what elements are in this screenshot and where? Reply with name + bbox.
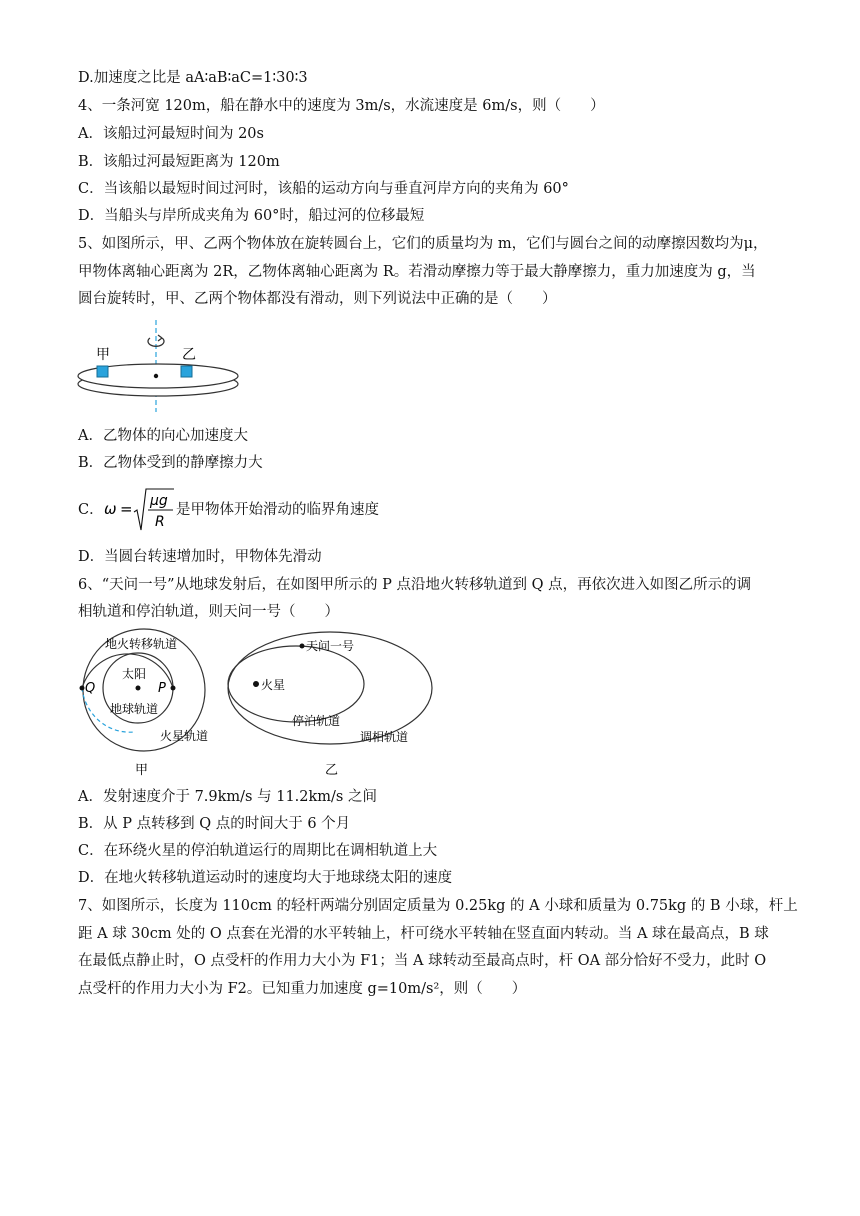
sun-label: 太阳: [122, 667, 147, 681]
q7-stem-line2: 距 A 球 30cm 处的 O 点套在光滑的水平转轴上，杆可绕水平转轴在竖直面内转动。当 A 球在最高点，B 球: [78, 926, 769, 942]
critical-omega-formula: [102, 486, 176, 534]
q5-stem-line2: 甲物体离轴心距离为 2R，乙物体离轴心距离为 R。若滑动摩擦力等于最大静摩擦力，重力加速度为 g，当: [78, 264, 756, 280]
q4-option-d: D．当船头与岸所成夹角为 60°时，船过河的位移最短: [78, 208, 425, 224]
q7-stem-line4: 点受杆的作用力大小为 F2。已知重力加速度 g=10m/s²，则（ ）: [78, 981, 527, 997]
q6-option-a: A．发射速度介于 7.9km/s 与 11.2km/s 之间: [78, 789, 377, 805]
mars-dot: [253, 681, 259, 687]
q6-option-d: D．在地火转移轨道运动时的速度均大于地球绕太阳的速度: [78, 870, 453, 886]
omega-symbol: ω: [104, 500, 117, 518]
sun-dot: [136, 686, 141, 691]
label-jia: 甲: [96, 347, 110, 363]
earth-orbit-label: 地球轨道: [110, 702, 159, 716]
caption-jia: 甲: [135, 763, 149, 778]
probe-label: 天问一号: [306, 639, 355, 653]
block-yi: [181, 366, 192, 377]
orbit-figure-jia: [72, 628, 222, 780]
numerator: μg: [150, 493, 168, 509]
q5-option-b: B．乙物体受到的静摩擦力大: [78, 455, 263, 471]
q6-option-b: B．从 P 点转移到 Q 点的时间大于 6 个月: [78, 816, 351, 832]
transfer-orbit-label: 地火转移轨道: [105, 637, 178, 651]
orbit-figure-yi: [226, 628, 436, 780]
q6-stem-line2: 相轨道和停泊轨道，则天问一号（ ）: [78, 604, 339, 620]
label-yi: 乙: [182, 347, 196, 363]
q5-option-d: D．当圆台转速增加时，甲物体先滑动: [78, 549, 322, 565]
turntable-figure: [74, 318, 246, 414]
axis-center-dot: [154, 374, 158, 378]
q5-option-c-text: 是甲物体开始滑动的临界角速度: [176, 502, 379, 518]
q5-option-a: A．乙物体的向心加速度大: [78, 428, 248, 444]
q5-stem-line1: 5、如图所示，甲、乙两个物体放在旋转圆台上，它们的质量均为 m，它们与圆台之间的动摩擦因数均为μ，: [78, 236, 768, 252]
q-label: Q: [85, 681, 96, 696]
point-p: [171, 686, 176, 691]
q5-option-c-prefix: C．: [78, 502, 104, 518]
mars-label: 火星: [261, 678, 286, 692]
q6-stem-line1: 6、“天问一号”从地球发射后，在如图甲所示的 P 点沿地火转移轨道到 Q 点，再依次进入如图乙所示的调: [78, 577, 752, 593]
block-jia: [97, 366, 108, 377]
q6-option-c: C．在环绕火星的停泊轨道运行的周期比在调相轨道上大: [78, 843, 438, 859]
q4-option-b: B．该船过河最短距离为 120m: [78, 154, 280, 170]
q5-stem-line3: 圆台旋转时，甲、乙两个物体都没有滑动，则下列说法中正确的是（ ）: [78, 291, 557, 307]
probe-dot: [300, 644, 305, 649]
q7-stem-line1: 7、如图所示，长度为 110cm 的轻杆两端分别固定质量为 0.25kg 的 A 小球和质量为 0.75kg 的 B 小球，杆上: [78, 898, 798, 914]
q4-stem: 4、一条河宽 120m，船在静水中的速度为 3m/s，水流速度是 6m/s，则（ ）: [78, 98, 605, 114]
equals-sign: =: [120, 500, 133, 518]
caption-yi: 乙: [325, 763, 339, 778]
q4-option-a: A．该船过河最短时间为 20s: [78, 126, 264, 142]
parking-orbit: [228, 646, 364, 722]
q7-stem-line3: 在最低点静止时，O 点受杆的作用力大小为 F1；当 A 球转动至最高点时，杆 OA 部分恰好不受力，此时 O: [78, 953, 767, 969]
point-q: [80, 686, 85, 691]
denominator: R: [155, 514, 165, 530]
parking-orbit-label: 停泊轨道: [292, 714, 341, 728]
phasing-orbit-label: 调相轨道: [360, 730, 409, 744]
q3-option-d: D.加速度之比是 aA∶aB∶aC=1∶30∶3: [78, 70, 308, 86]
mars-orbit-label: 火星轨道: [160, 729, 209, 743]
q4-option-c: C．当该船以最短时间过河时，该船的运动方向与垂直河岸方向的夹角为 60°: [78, 181, 569, 197]
p-label: P: [158, 681, 166, 696]
